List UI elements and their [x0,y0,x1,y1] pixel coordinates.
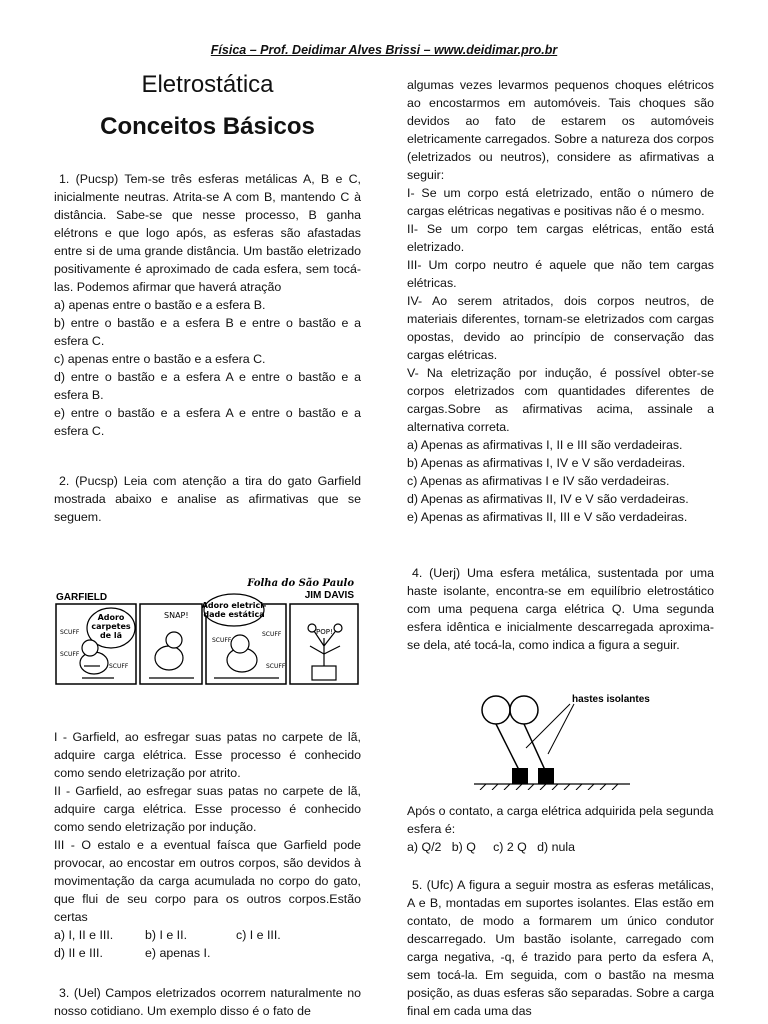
option-a: a) I, II e III. [54,928,114,942]
options-row-1 [54,926,361,944]
q3-statement-2: II- Se um corpo tem cargas elétricas, então está eletrizado. [407,222,714,254]
speech-bubble-2-line2: dade estática [203,610,265,619]
base-1 [512,768,528,784]
question-1 [54,170,361,440]
page-subtitle: Conceitos Básicos [100,113,315,140]
question-1-option-b: b) entre o bastão e a esfera B e entre o bastão e a esfera C. [54,316,361,348]
sfx-scuff: SCUFF [212,637,232,644]
q3-statement-5: V- Na eletrização por indução, é possível obter-se corpos eletrizados com quantidades diferentes de cargas.Sobre as afirmativas acima, assinale a alternativa correta. [407,366,714,434]
garfield-drawing [149,632,194,678]
base-2 [538,768,554,784]
statement-2: II - Garfield, ao esfregar suas patas no carpete de lã, adquire carga elétrica. Esse processo é conhecido como sendo eletrização por indução. [54,784,361,834]
question-3-stem-left: 3. (Uel) Campos eletrizados ocorrem naturalmente no nosso cotidiano. Um exemplo disso é o fato de [54,986,361,1018]
question-2 [54,472,361,526]
question-1-option-e: e) entre o bastão e a esfera A e entre o bastão e a esfera C. [54,406,361,438]
q3-option-c: c) Apenas as afirmativas I e IV são verdadeiras. [407,474,670,488]
option-b: b) I e II. [145,928,188,942]
ground-hatching [480,784,618,790]
q3-option-d: d) Apenas as afirmativas II, IV e V são verdadeiras. [407,492,689,506]
question-4-after-text: Após o contato, a carga elétrica adquirida pela segunda esfera é: [407,804,714,836]
sphere-1 [482,696,510,724]
garfield-comic-strip [54,528,360,688]
sfx-scuff: SCUFF [266,663,286,670]
speech-bubble-1-line1: Adoro [97,613,125,622]
page-header: Física – Prof. Deidimar Alves Brissi – www.deidimar.pro.br [210,43,558,57]
question-1-option-a: a) apenas entre o bastão e a esfera B. [54,298,266,312]
comic-left-title: GARFIELD [56,592,108,603]
sfx-scuff: SCUFF [262,631,282,638]
question-4-after [407,802,714,856]
q3-statement-4: IV- Ao serem atritados, dois corpos neutros, de materiais diferentes, tornam-se eletrizados com cargas opostas, devido ao princípio de conservação das cargas elétricas. [407,294,714,362]
insulating-rod-1 [496,724,519,770]
page-title: Eletrostática [141,71,274,98]
question-3-stem-right: algumas vezes levarmos pequenos choques elétricos ao encostarmos em automóveis. Tais choques são devidos ao fato de estarem os automóveis eletricamente carregados. Sobre a natureza dos corpos (eletrizados ou neutros), considere as afirmativas a seguir: [407,78,714,182]
comic-source: Folha do São Paulo [247,578,354,589]
sfx-scuff: SCUFF [109,663,129,670]
question-3-start [54,984,361,1020]
sfx-pop: POP! [316,628,333,636]
question-1-option-c: c) apenas entre o bastão e a esfera C. [54,352,266,366]
options-row-2 [54,944,361,962]
q3-option-a: a) Apenas as afirmativas I, II e III são verdadeiras. [407,438,683,452]
q3-option-b: b) Apenas as afirmativas I, IV e V são verdadeiras. [407,456,686,470]
sphere-2 [510,696,538,724]
question-4 [407,564,714,654]
question-4-options: a) Q/2 b) Q c) 2 Q d) nula [407,840,576,854]
sfx-scuff: SCUFF [60,651,80,658]
question-2-stem: 2. (Pucsp) Leia com atenção a tira do gato Garfield mostrada abaixo e analise as afirmativas que se seguem. [54,474,361,524]
option-e: e) apenas I. [145,946,211,960]
option-d: d) II e III. [54,946,103,960]
question-1-stem: 1. (Pucsp) Tem-se três esferas metálicas A, B e C, inicialmente neutras. Atrita-se A com B, mantendo C à distância. Sabe-se que nesse processo, B ganha elétrons e que logo após, as esferas são afastadas entre si de uma grande distância. Um bastão eletrizado positivamente é aproximado de cada esfera, sem tocá-las. Podemos afirmar que haverá atração [54,172,361,294]
label-pointer-2 [548,704,574,754]
figure-label: hastes isolantes [572,694,650,705]
statement-3: III - O estalo e a eventual faísca que Garfield pode provocar, ao encostar em outros corpos, são devidos à movimentação da carga acumulada no corpo do gato, que flui de seu corpo para os outros corpos.Estão certas [54,838,361,924]
question-3-continued [407,76,714,526]
q3-statement-1: I- Se um corpo está eletrizado, então o número de cargas elétricas negativas e positivas não é o mesmo. [407,186,714,218]
sfx-snap: SNAP! [164,611,189,620]
question-5-stem: 5. (Ufc) A figura a seguir mostra as esferas metálicas, A e B, montadas em suportes isolantes. Elas estão em contato, de modo a formarem um único condutor descarregado. Um bastão isolante, carregado com carga negativa, -q, é trazido para perto da esfera A, sem tocá-la. Em seguida, com o bastão na mesma posição, as duas esferas são separadas. Sobre a carga final em cada uma das [407,878,714,1018]
speech-bubble-2-line1: Adoro eletrici- [201,601,267,610]
label-pointer-1 [526,704,570,748]
question-1-option-d: d) entre o bastão e a esfera A e entre o bastão e a esfera B. [54,370,361,402]
option-c: c) I e III. [236,928,281,942]
sfx-scuff: SCUFF [60,629,80,636]
speech-bubble-1-line3: de lã [99,631,123,640]
question-2-statements [54,728,361,962]
q3-statement-3: III- Um corpo neutro é aquele que não tem cargas elétricas. [407,258,714,290]
spheres-figure [470,686,700,790]
question-4-stem: 4. (Uerj) Uma esfera metálica, sustentada por uma haste isolante, encontra-se em equilíbrio eletrostático com uma pequena carga elétrica Q. Uma segunda esfera idêntica e inicialmente descarregada aproxima-se dela, até tocá-la, como indica a figura a seguir. [407,566,714,652]
comic-right-title: JIM DAVIS [304,590,354,601]
q3-option-e: e) Apenas as afirmativas II, III e V são verdadeiras. [407,510,688,524]
speech-bubble-1-line2: carpetes [91,622,131,631]
statement-1: I - Garfield, ao esfregar suas patas no carpete de lã, adquire carga elétrica. Esse processo é conhecido como sendo eletrização por atrito. [54,730,361,780]
question-5 [407,876,714,1020]
